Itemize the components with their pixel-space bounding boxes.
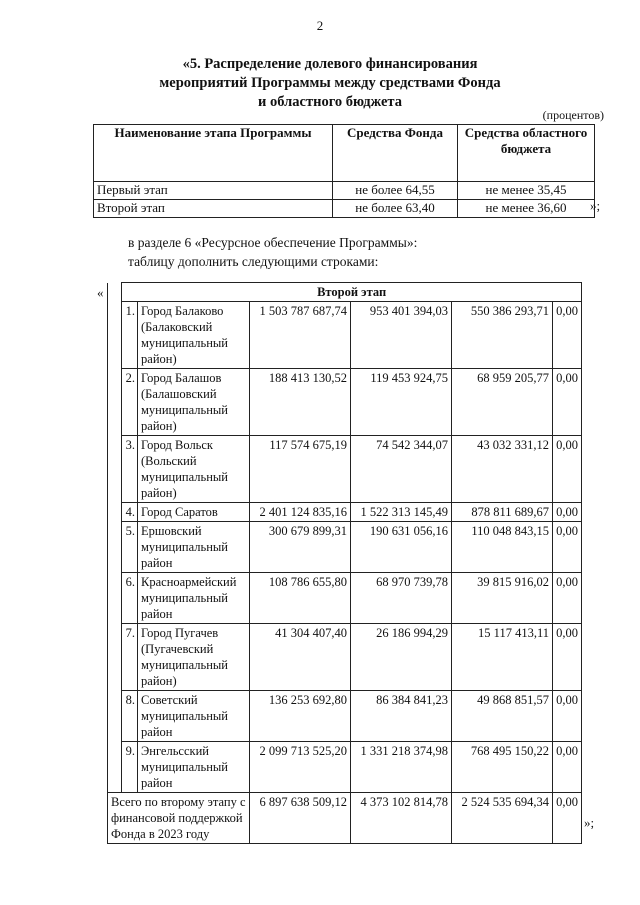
municipality-name: Советский муниципальный район — [138, 691, 250, 742]
table-cell: 0,00 — [552, 573, 581, 624]
table-row — [108, 302, 582, 369]
table-cell: 0,00 — [552, 522, 581, 573]
table-cell: 0,00 — [552, 691, 581, 742]
table-cell: не более 63,40 — [333, 200, 458, 218]
quote-open-mark: « — [97, 285, 104, 300]
table-cell: не более 64,55 — [333, 182, 458, 200]
table-cell: 0,00 — [552, 624, 581, 691]
table-cell: 300 679 899,31 — [250, 522, 351, 573]
table-cell: 190 631 056,16 — [351, 522, 452, 573]
table-cell — [108, 503, 122, 522]
table-cell: 108 786 655,80 — [250, 573, 351, 624]
municipality-name: Город Пугачев (Пугачевский муниципальный район) — [138, 624, 250, 691]
table-header-row — [108, 283, 582, 302]
table-cell — [108, 283, 122, 302]
table-cell: 136 253 692,80 — [250, 691, 351, 742]
municipality-name: Город Балашов (Балашовский муниципальный район) — [138, 369, 250, 436]
table-cell: 74 542 344,07 — [351, 436, 452, 503]
table-cell: 43 032 331,12 — [452, 436, 553, 503]
table-cell: 0,00 — [552, 436, 581, 503]
table-cell: 0,00 — [552, 793, 581, 844]
table-cell: 110 048 843,15 — [452, 522, 553, 573]
table-cell: 2 401 124 835,16 — [250, 503, 351, 522]
table-cell — [108, 624, 122, 691]
table-header-row — [94, 125, 595, 182]
table-cell: 2 524 535 694,34 — [452, 793, 553, 844]
quote-close-mark: »; — [590, 198, 601, 213]
table-cell — [108, 573, 122, 624]
municipality-name: Ершовский муниципальный район — [138, 522, 250, 573]
table-cell: 0,00 — [552, 369, 581, 436]
table-cell: не менее 35,45 — [458, 182, 595, 200]
section-title-line: и областного бюджета — [258, 94, 402, 110]
table-cell: 68 970 739,78 — [351, 573, 452, 624]
column-header: Средства областного бюджета — [458, 125, 595, 182]
table-cell: 2 099 713 525,20 — [250, 742, 351, 793]
table-cell: 15 117 413,11 — [452, 624, 553, 691]
row-number: 7. — [122, 624, 138, 691]
row-number: 8. — [122, 691, 138, 742]
table-body — [108, 302, 582, 793]
paragraph-line: таблицу дополнить следующими строками: — [128, 254, 379, 269]
municipality-name: Город Балаково (Балаковский муниципальный район) — [138, 302, 250, 369]
table-row — [108, 624, 582, 691]
table-row — [108, 742, 582, 793]
table-cell: 39 815 916,02 — [452, 573, 553, 624]
row-number: 6. — [122, 573, 138, 624]
table-row — [108, 691, 582, 742]
total-label: Всего по второму этапу с финансовой поддержкой Фонда в 2023 году — [108, 793, 250, 844]
table-cell: 4 373 102 814,78 — [351, 793, 452, 844]
row-number: 5. — [122, 522, 138, 573]
table-row — [94, 200, 595, 218]
row-number: 2. — [122, 369, 138, 436]
resource-table — [107, 282, 582, 844]
row-number: 9. — [122, 742, 138, 793]
table-cell — [108, 302, 122, 369]
funding-share-table — [93, 124, 595, 218]
table-cell: Второй этап — [94, 200, 333, 218]
total-row — [108, 793, 582, 844]
table-cell — [108, 742, 122, 793]
table-cell: 1 503 787 687,74 — [250, 302, 351, 369]
table-cell: 768 495 150,22 — [452, 742, 553, 793]
table-row — [108, 369, 582, 436]
table-cell: 0,00 — [552, 302, 581, 369]
municipality-name: Красноармейский муниципальный район — [138, 573, 250, 624]
table-cell: 550 386 293,71 — [452, 302, 553, 369]
table-cell: 1 522 313 145,49 — [351, 503, 452, 522]
section-title-line: мероприятий Программы между средствами Фонда — [159, 75, 501, 91]
table-cell — [108, 436, 122, 503]
table-cell — [108, 369, 122, 436]
column-header: Средства Фонда — [333, 125, 458, 182]
row-number: 1. — [122, 302, 138, 369]
table-cell: 41 304 407,40 — [250, 624, 351, 691]
page-number: 2 — [316, 18, 324, 33]
table-cell: 0,00 — [552, 503, 581, 522]
table-cell: не менее 36,60 — [458, 200, 595, 218]
stage-header: Второй этап — [122, 283, 582, 302]
table-cell: 86 384 841,23 — [351, 691, 452, 742]
table-cell: 49 868 851,57 — [452, 691, 553, 742]
table-cell: 6 897 638 509,12 — [250, 793, 351, 844]
table-cell: 119 453 924,75 — [351, 369, 452, 436]
table-row — [108, 522, 582, 573]
table-row — [94, 182, 595, 200]
table-cell: 26 186 994,29 — [351, 624, 452, 691]
table-cell: 1 331 218 374,98 — [351, 742, 452, 793]
table-cell: Первый этап — [94, 182, 333, 200]
table-cell — [108, 691, 122, 742]
table-cell: 0,00 — [552, 742, 581, 793]
table-cell: 953 401 394,03 — [351, 302, 452, 369]
table-cell: 188 413 130,52 — [250, 369, 351, 436]
table-row — [108, 503, 582, 522]
section-title-line: «5. Распределение долевого финансирования — [182, 56, 478, 72]
table-cell: 117 574 675,19 — [250, 436, 351, 503]
section-title — [130, 55, 530, 112]
table-cell: 878 811 689,67 — [452, 503, 553, 522]
table-cell — [108, 522, 122, 573]
row-number: 4. — [122, 503, 138, 522]
column-header: Наименование этапа Программы — [94, 125, 333, 182]
municipality-name: Энгельсский муниципальный район — [138, 742, 250, 793]
row-number: 3. — [122, 436, 138, 503]
quote-close-mark: »; — [584, 815, 595, 830]
table-row — [108, 436, 582, 503]
municipality-name: Город Вольск (Вольский муниципальный район) — [138, 436, 250, 503]
table-cell: 68 959 205,77 — [452, 369, 553, 436]
municipality-name: Город Саратов — [138, 503, 250, 522]
units-label: (процентов) — [542, 108, 604, 122]
paragraph-line: в разделе 6 «Ресурсное обеспечение Программы»: — [128, 235, 418, 250]
table-row — [108, 573, 582, 624]
